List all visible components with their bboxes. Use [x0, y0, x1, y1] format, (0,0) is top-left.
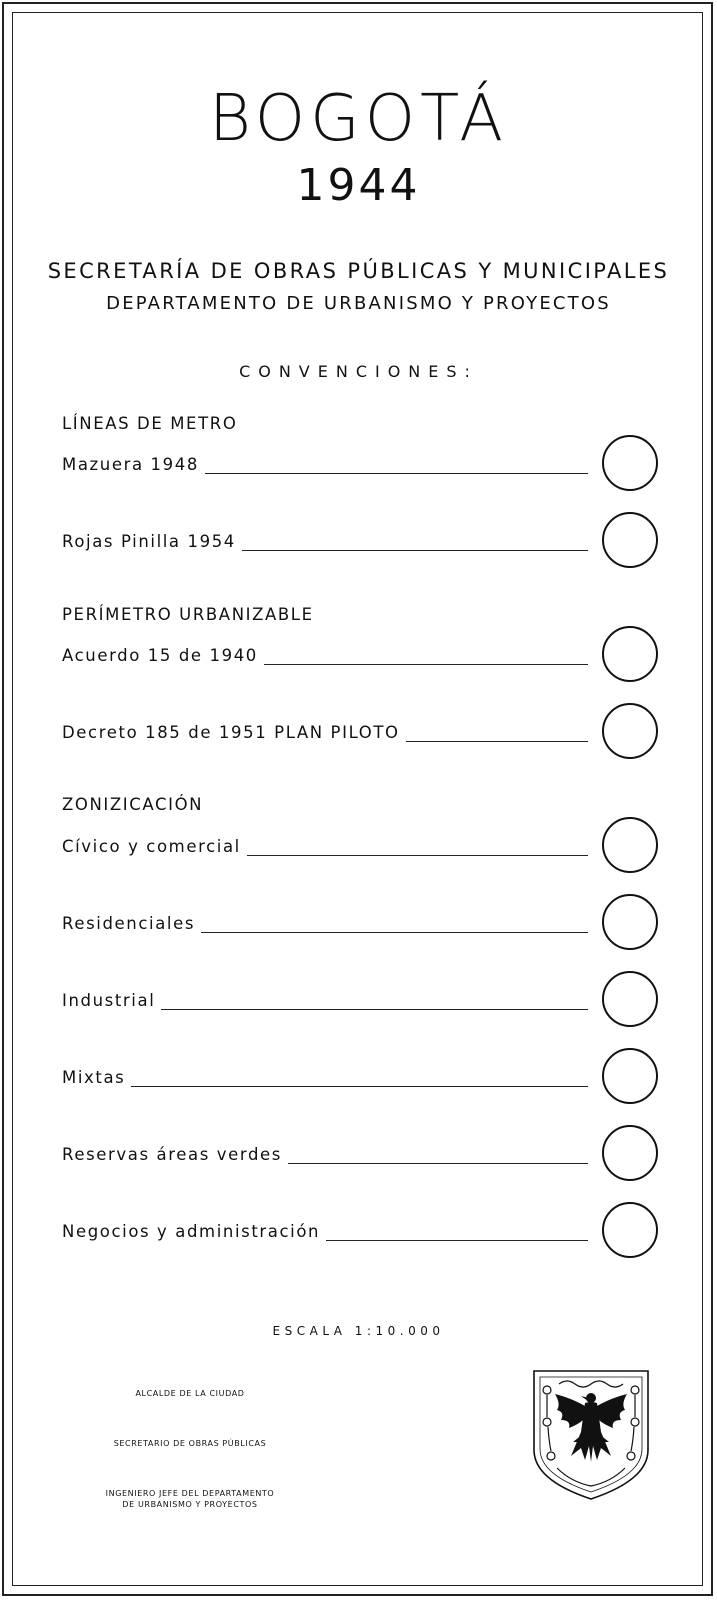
legend-item [62, 1123, 662, 1185]
signature-mayor: ALCALDE DE LA CIUDAD [135, 1389, 245, 1398]
empty-circle-icon [602, 1048, 658, 1104]
legend-label: Mazuera 1948 [62, 455, 205, 474]
legend-item [62, 815, 662, 877]
empty-circle-icon [602, 512, 658, 568]
legend-item [62, 624, 662, 686]
legend-label: Decreto 185 de 1951 PLAN PILOTO [62, 723, 406, 742]
map-scale: ESCALA 1:10.000 [272, 1324, 445, 1338]
legend-label: Industrial [62, 991, 161, 1010]
empty-circle-icon [602, 435, 658, 491]
legend-label: Rojas Pinilla 1954 [62, 532, 242, 551]
legend-item [62, 969, 662, 1031]
legend-label: Residenciales [62, 914, 201, 933]
empty-circle-icon [602, 817, 658, 873]
legend-label: Acuerdo 15 de 1940 [62, 646, 264, 665]
legend-item [62, 892, 662, 954]
conventions-heading: CONVENCIONES: [239, 362, 478, 381]
signature-secretary: SECRETARIO DE OBRAS PÚBLICAS [113, 1439, 267, 1448]
legend-item [62, 1200, 662, 1262]
legend-item [62, 510, 662, 572]
legend-item [62, 701, 662, 763]
page-title: BOGOTÁ [208, 82, 509, 156]
legend-label: Negocios y administración [62, 1222, 326, 1241]
section-heading-metro: LÍNEAS DE METRO [62, 414, 238, 433]
legend-label: Reservas áreas verdes [62, 1145, 288, 1164]
empty-circle-icon [602, 703, 658, 759]
legend-item [62, 1046, 662, 1108]
empty-circle-icon [602, 971, 658, 1027]
section-heading-perimeter: PERÍMETRO URBANIZABLE [62, 605, 314, 624]
signature-engineer-line-1: INGENIERO JEFE DEL DEPARTAMENTO [105, 1489, 275, 1498]
year: 1944 [296, 160, 421, 211]
legend-label: Cívico y comercial [62, 837, 247, 856]
bogota-coat-of-arms-icon [531, 1368, 651, 1502]
legend-item [62, 433, 662, 495]
empty-circle-icon [602, 894, 658, 950]
department-line-2: DEPARTAMENTO DE URBANISMO Y PROYECTOS [106, 293, 611, 314]
department-line-1: SECRETARÍA DE OBRAS PÚBLICAS Y MUNICIPALES [47, 259, 670, 283]
empty-circle-icon [602, 1125, 658, 1181]
signature-engineer-line-2: DE URBANISMO Y PROYECTOS [122, 1500, 258, 1509]
empty-circle-icon [602, 1202, 658, 1258]
legend-label: Mixtas [62, 1068, 131, 1087]
section-heading-zoning: ZONIZICACIÓN [62, 795, 204, 814]
leader-line [62, 1086, 588, 1087]
empty-circle-icon [602, 626, 658, 682]
